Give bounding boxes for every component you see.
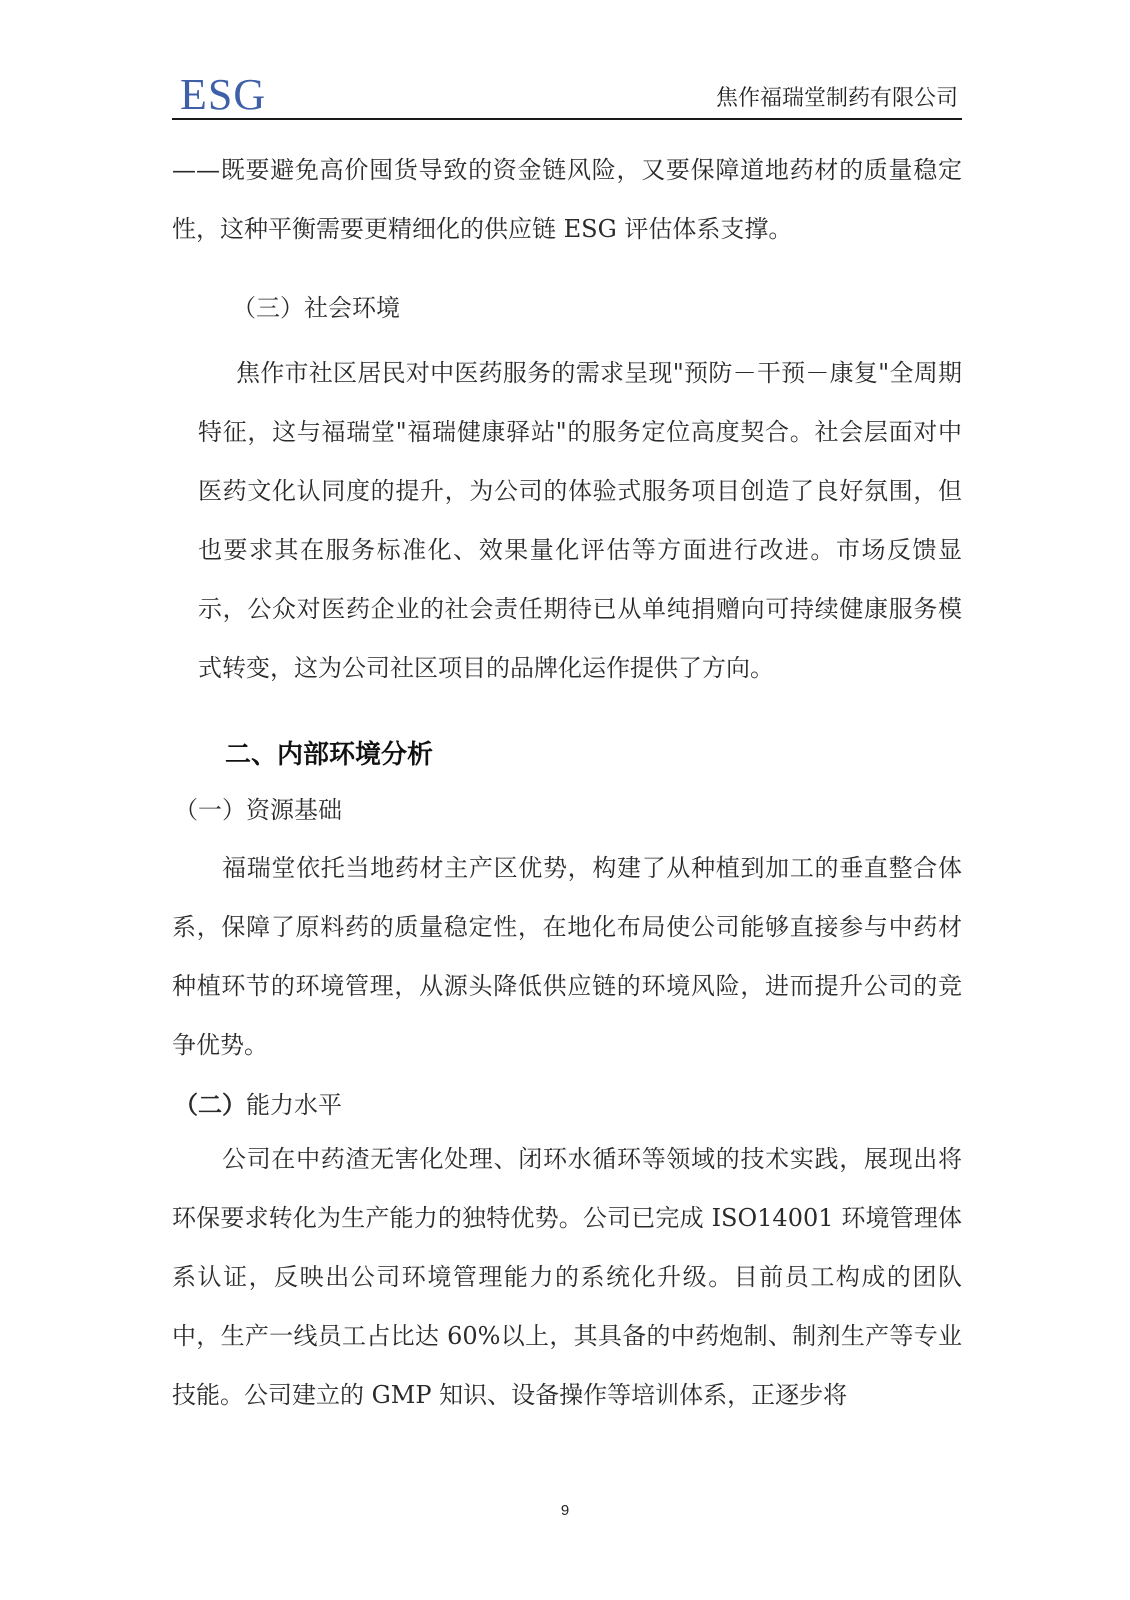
heading-capability-level bbox=[174, 1087, 342, 1123]
company-name: 焦作福瑞堂制药有限公司 bbox=[715, 86, 958, 111]
heading-internal-analysis: 二、内部环境分析 bbox=[225, 740, 434, 770]
heading-capability-number: （二） bbox=[174, 1090, 246, 1119]
esg-logo: ESG bbox=[180, 70, 267, 119]
paragraph-resource-basis: 福瑞堂依托当地药材主产区优势，构建了从种植到加工的垂直整合体系，保障了原料药的质量稳定性，在地化布局使公司能够直接参与中药材种植环节的环境管理，从源头降低供应链的环境风险，进而提升公司的竞争优势。 bbox=[172, 854, 962, 1059]
heading-capability-label: 能力水平 bbox=[246, 1091, 342, 1119]
paragraph-capability-level: 公司在中药渣无害化处理、闭环水循环等领域的技术实践，展现出将环保要求转化为生产能力的独特优势。公司已完成 ISO14001 环境管理体系认证，反映出公司环境管理能力的系统化升级。目前员工构成的团队中，生产一线员工占比达 60%以上，其具备的中药炮制、制剂生产等专业技能。公司建立的 GMP 知识、设备操作等培训体系，正逐步将 bbox=[172, 1145, 962, 1409]
page-header bbox=[172, 70, 962, 120]
paragraph-continuation: ——既要避免高价囤货导致的资金链风险，又要保障道地药材的质量稳定性，这种平衡需要更精细化的供应链 ESG 评估体系支撑。 bbox=[172, 156, 962, 243]
paragraph-social-environment: 焦作市社区居民对中医药服务的需求呈现"预防－干预－康复"全周期特征，这与福瑞堂"福瑞健康驿站"的服务定位高度契合。社会层面对中医药文化认同度的提升，为公司的体验式服务项目创造了良好氛围，但也要求其在服务标准化、效果量化评估等方面进行改进。市场反馈显示，公众对医药企业的社会责任期待已从单纯捐赠向可持续健康服务模式转变，这为公司社区项目的品牌化运作提供了方向。 bbox=[198, 359, 962, 682]
page-number: 9 bbox=[560, 1502, 570, 1519]
heading-resource-basis: （一）资源基础 bbox=[174, 796, 342, 824]
heading-social-environment: （三）社会环境 bbox=[232, 294, 400, 322]
